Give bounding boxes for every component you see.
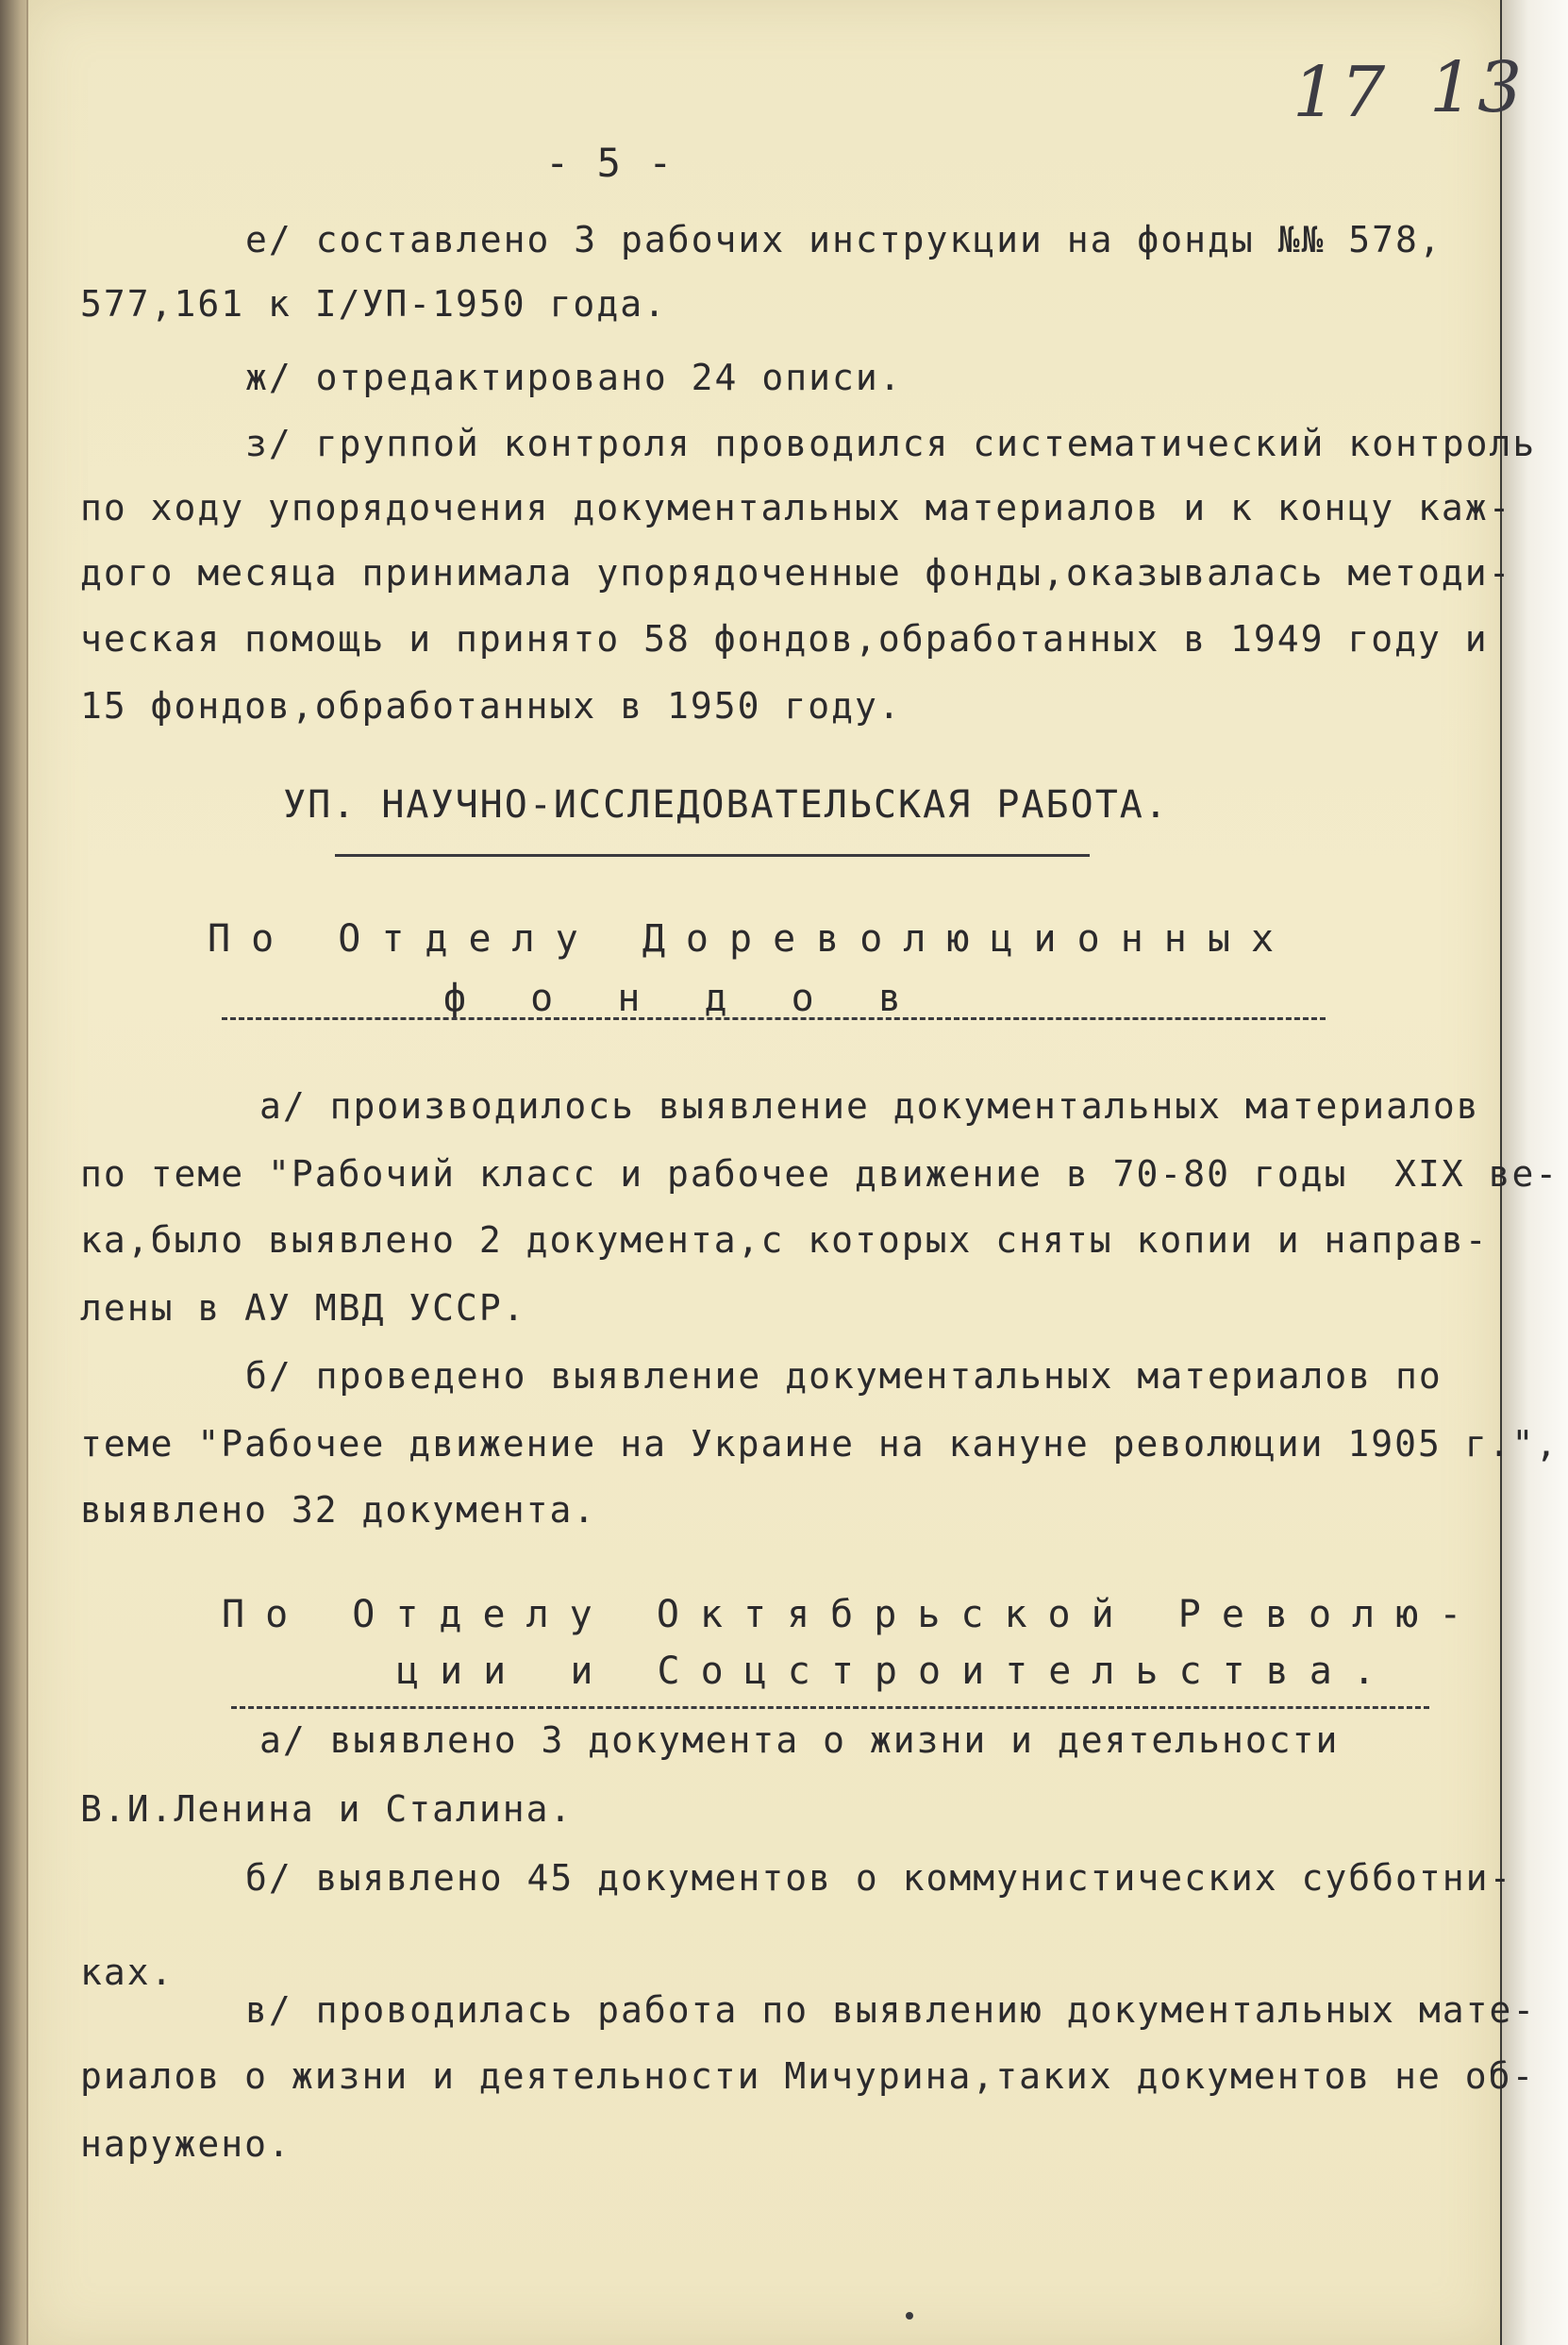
text-line: наружено. (80, 2123, 292, 2165)
dept1-heading-2: ф о н д о в (443, 977, 922, 1020)
text-line: выявлено 32 документа. (80, 1489, 597, 1531)
text-line: ж/ отредактировано 24 описи. (245, 357, 903, 398)
text-line: е/ составлено 3 рабочих инструкции на фонды №№ 578, (245, 219, 1443, 260)
text-line: б/ выявлено 45 документов о коммунистических субботни- (245, 1857, 1513, 1899)
document-page (26, 0, 1560, 2345)
text-line: В.И.Ленина и Сталина. (80, 1788, 574, 1830)
archive-mark-b: 13 (1429, 47, 1526, 128)
text-line: а/ выявлено 3 документа о жизни и деятельности (259, 1719, 1340, 1761)
section-title: УП. НАУЧНО-ИССЛЕДОВАТЕЛЬСКАЯ РАБОТА. (283, 783, 1169, 827)
text-line: дого месяца принимала упорядоченные фонды,оказывалась методи- (80, 552, 1512, 594)
text-line: лены в АУ МВД УССР. (80, 1287, 526, 1329)
text-line: б/ проведено выявление документальных материалов по (245, 1355, 1443, 1397)
dept2-heading-2: ции и Соцстроительства. (396, 1650, 1396, 1693)
text-line: теме "Рабочее движение на Украине на кануне революции 1905 г.", (80, 1423, 1560, 1465)
page-number: - 5 - (545, 140, 675, 186)
ink-dot (906, 2312, 913, 2320)
dept2-heading: По Отделу Октябрьской Револю- (222, 1593, 1483, 1636)
text-line: ках. (80, 1951, 175, 1993)
dept1-heading: По Отделу Дореволюционных (208, 917, 1295, 961)
dept1-dash-line (222, 1017, 1326, 1020)
section-underline (335, 854, 1090, 857)
text-line: 577,161 к I/УП-1950 года. (80, 283, 667, 325)
text-line: 15 фондов,обработанных в 1950 году. (80, 685, 902, 727)
text-line: ка,было выявлено 2 документа,с которых сняты копии и направ- (80, 1219, 1489, 1261)
text-line: по ходу упорядочения документальных материалов и к концу каж- (80, 487, 1512, 528)
archive-mark-a: 17 (1293, 52, 1390, 133)
text-line: ческая помощь и принято 58 фондов,обработанных в 1949 году и (80, 618, 1489, 660)
text-line: в/ проводилась работа по выявлению документальных мате- (245, 1989, 1537, 2031)
text-line: по теме "Рабочий класс и рабочее движение в 70-80 годы XIX ве- (80, 1153, 1560, 1195)
dept2-dash-line (231, 1706, 1429, 1709)
text-line: риалов о жизни и деятельности Мичурина,таких документов не об- (80, 2055, 1536, 2097)
text-line: а/ производилось выявление документальных материалов (259, 1085, 1480, 1127)
text-line: з/ группой контроля проводился систематический контроль (245, 423, 1537, 464)
